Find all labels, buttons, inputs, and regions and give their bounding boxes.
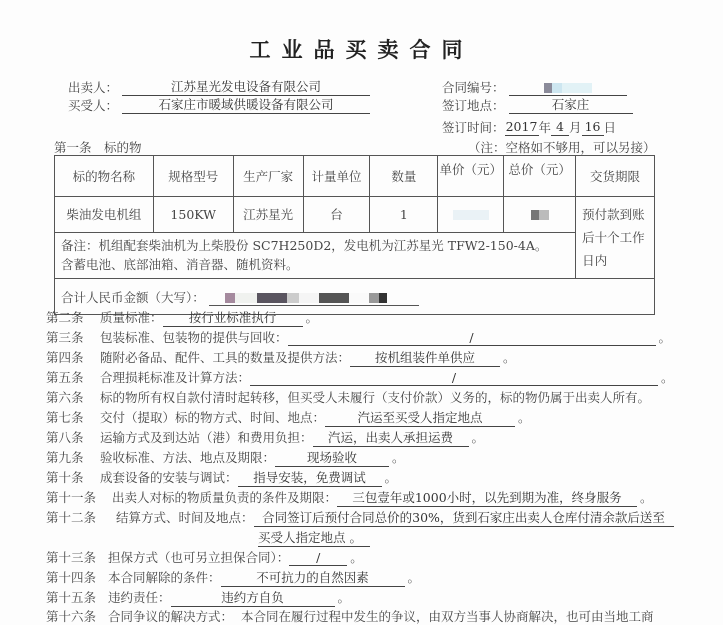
clause-value: / xyxy=(289,550,347,566)
buyer-value: 石家庄市暖域供暖设备有限公司 xyxy=(122,97,370,114)
clause-end: 。 xyxy=(384,470,398,485)
clause-label: 标的物所有权自款付清时起转移，但买受人未履行（支付价款）义务的，标的物仍属于出卖人所有。 xyxy=(100,390,651,405)
clause-12-continued xyxy=(258,528,370,547)
clause-value: 汽运，出卖人承担运费 xyxy=(313,428,469,447)
clause-end: 。 xyxy=(305,310,319,325)
clause-number: 第六条 xyxy=(46,390,84,405)
clause-end: 。 xyxy=(471,430,485,445)
clause-value: 本合同在履行过程中发生的争议，由双方当事人协商解决，也可由当地工商 xyxy=(241,609,654,624)
clause-value: / xyxy=(250,370,658,386)
clause-9 xyxy=(46,448,405,467)
sign-month: 4 xyxy=(551,119,569,136)
day-unit: 日 xyxy=(603,120,617,135)
redaction-block xyxy=(531,210,539,220)
clause-label: 质量标准： xyxy=(100,310,163,325)
redaction-block xyxy=(552,83,562,93)
clause-value: / xyxy=(288,330,656,346)
clause-number: 第十五条 xyxy=(46,590,97,605)
clause-value: 汽运至买受人指定地点 xyxy=(325,408,515,427)
clause-number: 第十二条 xyxy=(46,510,97,525)
month-unit: 月 xyxy=(569,120,582,135)
clause-number: 第十四条 xyxy=(46,570,97,585)
clause-number: 第十六条 xyxy=(46,609,97,624)
header-delivery: 交货期限 xyxy=(576,156,655,197)
clause-6 xyxy=(46,388,650,406)
document-title: 工业品买卖合同 xyxy=(249,38,474,62)
header-manufacturer: 生产厂家 xyxy=(233,156,303,197)
clause-12 xyxy=(46,508,674,527)
clause-11 xyxy=(46,488,653,507)
redaction-block xyxy=(257,293,287,303)
clause-13 xyxy=(46,548,363,566)
article-1-heading: 第一条 标的物 xyxy=(54,140,142,155)
redaction-block xyxy=(544,83,552,93)
sign-place-row xyxy=(442,96,633,114)
clause-value: 按机组装件单供应 xyxy=(350,348,500,367)
remark-line-1: 备注：机组配套柴油机为上柴股份 SC7H250D2，发电机为江苏星光 TFW2-150-4A。 xyxy=(61,238,548,254)
seller-row xyxy=(68,78,370,96)
header-quantity: 数量 xyxy=(370,156,438,197)
header-total-price: 总价（元） xyxy=(504,156,576,197)
clause-label: 本合同解除的条件： xyxy=(108,570,221,585)
clause-value-continued: 买受人指定地点 。 xyxy=(258,528,370,547)
total-value xyxy=(209,290,419,306)
clause-label: 成套设备的安装与调试： xyxy=(100,470,238,485)
clause-value: 三包壹年或1000小时，以先到期为准，终身服务 xyxy=(337,488,637,507)
clause-label: 结算方式、时间及地点： xyxy=(116,510,254,525)
redaction-block xyxy=(235,293,257,303)
clause-number: 第九条 xyxy=(46,450,84,465)
clause-14 xyxy=(46,568,420,587)
cell-delivery: 预付款到账后十个工作日内 xyxy=(576,197,655,279)
clause-end: 。 xyxy=(337,590,351,605)
sign-time-label: 签订时间： xyxy=(442,120,505,135)
clause-end: 。 xyxy=(350,550,363,565)
buyer-row xyxy=(68,96,370,114)
clause-end: 。 xyxy=(658,330,672,345)
clause-number: 第七条 xyxy=(46,410,84,425)
cell-quantity: 1 xyxy=(370,197,438,233)
clause-number: 第十三条 xyxy=(46,550,97,565)
cell-model: 150KW xyxy=(153,197,233,233)
clause-value: 现场验收 xyxy=(275,448,389,467)
clause-value: 指导安装，免费调试 xyxy=(238,468,382,487)
sign-place-label: 签订地点： xyxy=(442,98,505,113)
clause-value: 违约方自负 xyxy=(171,588,335,607)
clause-3 xyxy=(46,328,671,346)
clause-label: 违约责任： xyxy=(108,590,171,605)
clause-label: 合理损耗标准及计算方法： xyxy=(100,370,251,385)
redaction-block xyxy=(349,293,369,303)
remark-row xyxy=(55,232,655,278)
clause-number: 第四条 xyxy=(46,350,84,365)
clause-number: 第八条 xyxy=(46,430,84,445)
clause-value: 按行业标准执行 xyxy=(163,308,303,327)
clause-4 xyxy=(46,348,516,367)
clause-number: 第十条 xyxy=(46,470,84,485)
clause-end: 。 xyxy=(640,490,653,505)
clause-2 xyxy=(46,308,318,327)
clause-value: 不可抗力的自然因素 xyxy=(221,568,405,587)
clause-label: 担保方式（也可另立担保合同）： xyxy=(108,550,290,565)
year-unit: 年 xyxy=(538,120,552,135)
clause-number: 第五条 xyxy=(46,370,84,385)
clause-label: 运输方式及到达站（港）和费用负担： xyxy=(100,430,313,445)
contract-no-label: 合同编号： xyxy=(442,80,505,95)
total-label: 合计人民币金额（大写）： xyxy=(61,289,205,305)
clause-end: 。 xyxy=(392,450,405,465)
clause-end: 。 xyxy=(503,350,516,365)
clause-15 xyxy=(46,588,350,607)
clause-number: 第十一条 xyxy=(46,490,97,505)
table-row xyxy=(55,197,655,233)
sign-day: 16 xyxy=(582,119,604,136)
redaction-block xyxy=(225,293,235,303)
cell-unit-price xyxy=(438,197,504,233)
contract-no-row xyxy=(442,78,627,96)
clause-label: 出卖人对标的物质量负责的条件及期限： xyxy=(112,490,338,505)
clause-5 xyxy=(46,368,674,386)
buyer-label: 买受人： xyxy=(68,98,119,113)
redaction-block xyxy=(453,210,489,220)
clause-label: 交付（提取）标的物方式、时间、地点： xyxy=(100,410,326,425)
seller-label: 出卖人： xyxy=(68,80,119,95)
goods-table xyxy=(54,155,655,315)
cell-manufacturer: 江苏星光 xyxy=(233,197,303,233)
clause-10 xyxy=(46,468,397,487)
cell-name: 柴油发电机组 xyxy=(55,197,154,233)
clause-number: 第三条 xyxy=(46,330,84,345)
clause-end: 。 xyxy=(518,410,531,425)
clause-number: 第二条 xyxy=(46,310,84,325)
table-header-row xyxy=(55,156,655,197)
header-unit: 计量单位 xyxy=(303,156,370,197)
clause-value: 合同签订后预付合同总价的30%，货到石家庄出卖人仓库付清余款后送至 xyxy=(254,508,674,527)
redaction-block xyxy=(369,293,379,303)
space-note: （注：空格如不够用，可以另接） xyxy=(468,140,656,155)
header-name: 标的物名称 xyxy=(55,156,154,197)
clause-end: 。 xyxy=(407,570,421,585)
seller-value: 江苏星光发电设备有限公司 xyxy=(122,79,370,96)
sign-year: 2017 xyxy=(505,119,538,134)
redaction-block xyxy=(299,293,319,303)
remark-line-2: 含蓄电池、底部油箱、消音器、随机资料。 xyxy=(61,257,299,273)
header-unit-price: 单价（元） xyxy=(438,156,504,197)
clause-label: 合同争议的解决方式： xyxy=(108,609,234,624)
redaction-block xyxy=(319,293,349,303)
clause-label: 包装标准、包装物的提供与回收： xyxy=(100,330,288,345)
clause-label: 验收标准、方法、地点及期限： xyxy=(100,450,276,465)
redaction-block xyxy=(379,293,387,303)
clause-8 xyxy=(46,428,484,447)
redaction-block xyxy=(287,293,299,303)
sign-place-value: 石家庄 xyxy=(509,97,633,114)
clause-end: 。 xyxy=(661,370,674,385)
clause-label: 随附必备品、配件、工具的数量及提供方法： xyxy=(100,350,351,365)
header-model: 规格型号 xyxy=(153,156,233,197)
cell-unit: 台 xyxy=(303,197,370,233)
clause-7 xyxy=(46,408,531,427)
remark-cell xyxy=(55,232,576,278)
cell-total-price xyxy=(504,197,576,233)
contract-no-value xyxy=(509,79,627,96)
clause-16 xyxy=(46,607,654,625)
sign-time-row xyxy=(442,118,616,136)
redaction-block xyxy=(562,83,592,93)
redaction-block xyxy=(539,210,549,220)
